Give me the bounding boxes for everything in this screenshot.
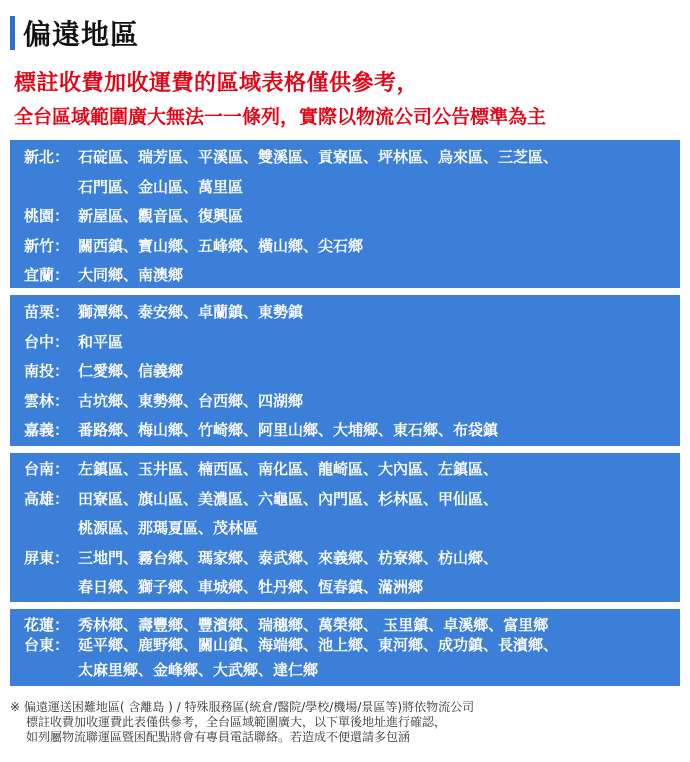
region-areas: 番路鄉、梅山鄉、竹崎鄉、阿里山鄉、大埔鄉、東石鄉、布袋鎮 xyxy=(78,421,499,440)
footnote xyxy=(10,700,680,745)
region-block-north xyxy=(10,140,680,288)
region-row xyxy=(24,327,680,357)
region-row xyxy=(24,484,680,514)
region-label: 雲林： xyxy=(24,391,70,410)
region-row xyxy=(24,356,680,386)
region-label: 嘉義： xyxy=(24,421,70,440)
region-areas: 仁愛鄉、信義鄉 xyxy=(78,362,184,381)
region-row xyxy=(24,297,680,327)
region-label: 高雄： xyxy=(24,489,70,508)
region-row xyxy=(24,201,680,231)
region-label: 屏東： xyxy=(24,548,70,567)
region-label: 新竹： xyxy=(24,236,70,255)
region-areas: 左鎮區、玉井區、楠西區、南化區、龍崎區、大內區、左鎮區、 xyxy=(78,460,499,479)
region-areas: 春日鄉、獅子鄉、車城鄉、牡丹鄉、恆春鎮、滿洲鄉 xyxy=(78,578,424,597)
region-areas: 和平區 xyxy=(78,332,124,351)
region-areas: 關西鎮、寶山鄉、五峰鄉、橫山鄉、尖石鄉 xyxy=(78,236,364,255)
region-areas: 石碇區、瑞芳區、平溪區、雙溪區、貢寮區、坪林區、烏來區、三芝區、 xyxy=(78,148,559,167)
region-row xyxy=(24,231,680,261)
page-title: 偏遠地區 xyxy=(23,18,140,51)
region-block-central xyxy=(10,295,680,446)
region-label: 花蓮： xyxy=(24,615,70,634)
region-row xyxy=(24,454,680,484)
region-label: 南投： xyxy=(24,362,70,381)
region-row xyxy=(24,513,680,543)
region-label: 台中： xyxy=(24,332,70,351)
region-label: 台南： xyxy=(24,460,70,479)
region-areas: 新屋區、觀音區、復興區 xyxy=(78,207,244,226)
region-row xyxy=(24,386,680,416)
warning-note-line1: 標註收費加收運費的區域表格僅供參考， xyxy=(14,71,420,96)
region-areas: 田寮區、旗山區、美濃區、六龜區、內門區、杉林區、甲仙區、 xyxy=(78,489,499,508)
region-areas: 延平鄉、鹿野鄉、關山鎮、海端鄉、池上鄉、東河鄉、成功鎮、長濱鄉、 xyxy=(78,635,559,654)
region-areas: 獅潭鄉、泰安鄉、卓蘭鎮、東勢鎮 xyxy=(78,303,304,322)
footnote-line2: 標註收費加收運費此表僅供參考，全台區域範圍廣大，以下單後地址進行確認， xyxy=(26,715,447,729)
region-areas: 大同鄉、南澳鄉 xyxy=(78,266,184,285)
region-row xyxy=(24,572,680,602)
region-label: 新北： xyxy=(24,148,70,167)
region-label: 苗栗： xyxy=(24,303,70,322)
region-label: 宜蘭： xyxy=(24,266,70,285)
title-accent-bar xyxy=(10,16,15,50)
region-areas: 太麻里鄉、金峰鄉、大武鄉、達仁鄉 xyxy=(78,660,319,679)
region-label: 桃園： xyxy=(24,207,70,226)
warning-note-line2: 全台區域範圍廣大無法一一條列，實際以物流公司公告標準為主 xyxy=(14,106,547,128)
region-areas: 古坑鄉、東勢鄉、台西鄉、四湖鄉 xyxy=(78,391,304,410)
region-block-south xyxy=(10,453,680,602)
region-row xyxy=(24,614,680,634)
region-row xyxy=(24,142,680,172)
footnote-line3: 如列屬物流聯運區暨困配點將會有專員電話聯絡。若造成不便還請多包涵 xyxy=(26,730,411,744)
region-row xyxy=(24,634,680,654)
region-row xyxy=(24,260,680,290)
region-row xyxy=(24,172,680,202)
region-block-east xyxy=(10,609,680,686)
region-row xyxy=(24,415,680,445)
region-row xyxy=(24,543,680,573)
region-areas: 秀林鄉、壽豐鄉、豐濱鄉、瑞穗鄉、萬榮鄉、 玉里鎮、卓溪鄉、富里鄉 xyxy=(78,615,549,634)
region-areas: 石門區、金山區、萬里區 xyxy=(78,177,244,196)
section-header xyxy=(10,14,139,52)
region-row xyxy=(24,654,680,684)
region-label: 台東： xyxy=(24,635,70,654)
region-areas: 桃源區、那瑪夏區、茂林區 xyxy=(78,519,259,538)
region-areas: 三地門、霧台鄉、瑪家鄉、泰武鄉、來義鄉、枋寮鄉、枋山鄉、 xyxy=(78,548,499,567)
footnote-line1: ※ 偏遠運送困難地區( 含離島 ) / 特殊服務區(統倉/醫院/學校/機場/景區等)將依物流公司 xyxy=(10,700,475,714)
